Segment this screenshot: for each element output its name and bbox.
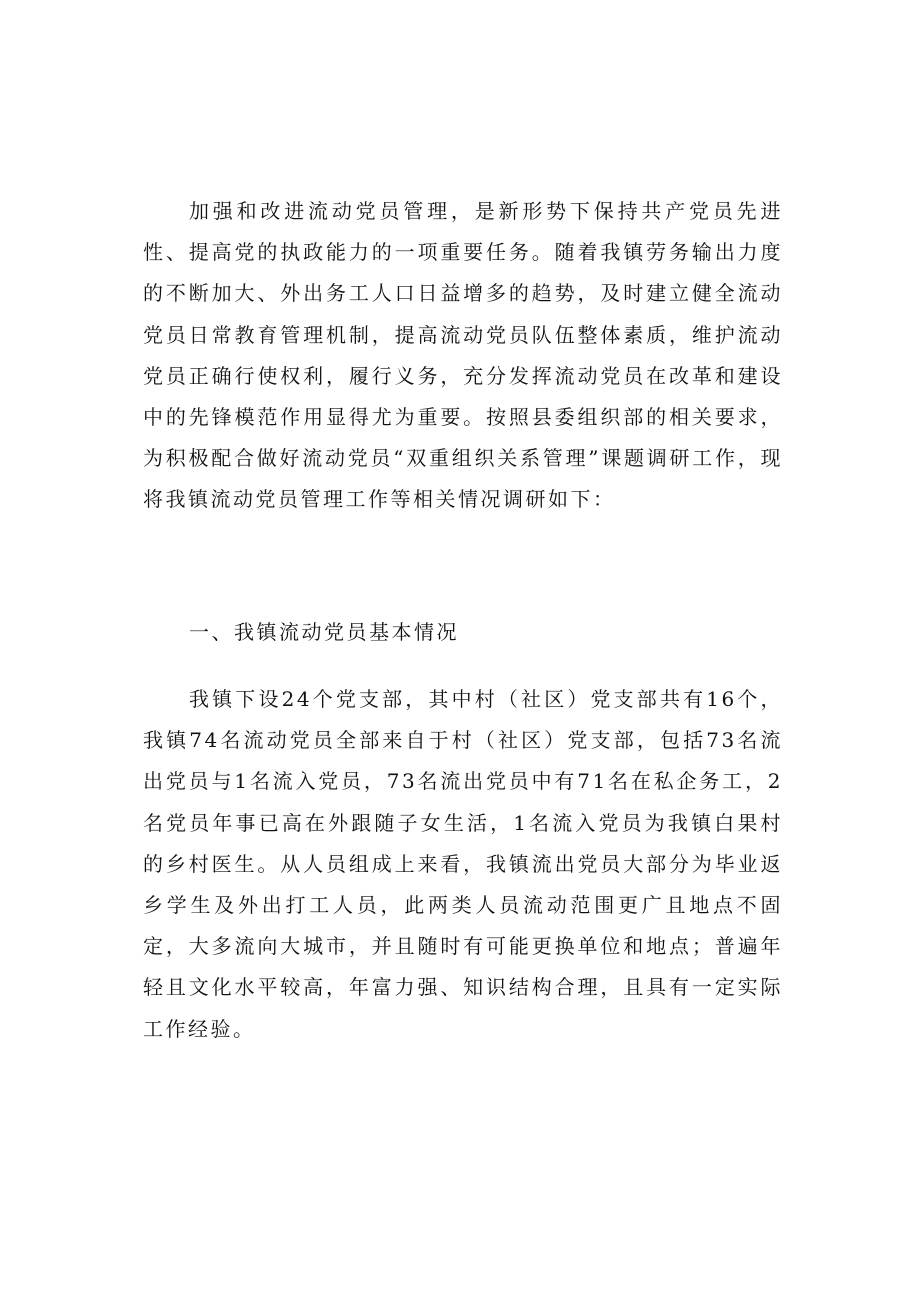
intro-paragraph: 加强和改进流动党员管理，是新形势下保持共产党员先进性、提高党的执政能力的一项重要任务。随着我镇劳务输出力度的不断加大、外出务工人口日益增多的趋势，及时建立健全流动党员日常教育管理机制，提高流动党员队伍整体素质，维护流动党员正确行使权利，履行义务，充分发挥流动党员在改革和建设中的先锋模范作用显得尤为重要。按照县委组织部的相关要求，为积极配合做好流动党员“双重组织关系管理”课题调研工作，现将我镇流动党员管理工作等相关情况调研如下： — [143, 199, 783, 512]
section-heading: 一、我镇流动党员基本情况 — [189, 620, 459, 644]
basic-situation-paragraph: 我镇下设24个党支部，其中村（社区）党支部共有16个，我镇74名流动党员全部来自于村（社区）党支部，包括73名流出党员与1名流入党员，73名流出党员中有71名在私企务工，2名党员年事已高在外跟随子女生活，1名流入党员为我镇白果村的乡村医生。从人员组成上来看，我镇流出党员大部分为毕业返乡学生及外出打工人员，此两类人员流动范围更广且地点不固定，大多流向大城市，并且随时有可能更换单位和地点；普遍年轻且文化水平较高，年富力强、知识结构合理，且具有一定实际工作经验。 — [143, 687, 783, 1041]
